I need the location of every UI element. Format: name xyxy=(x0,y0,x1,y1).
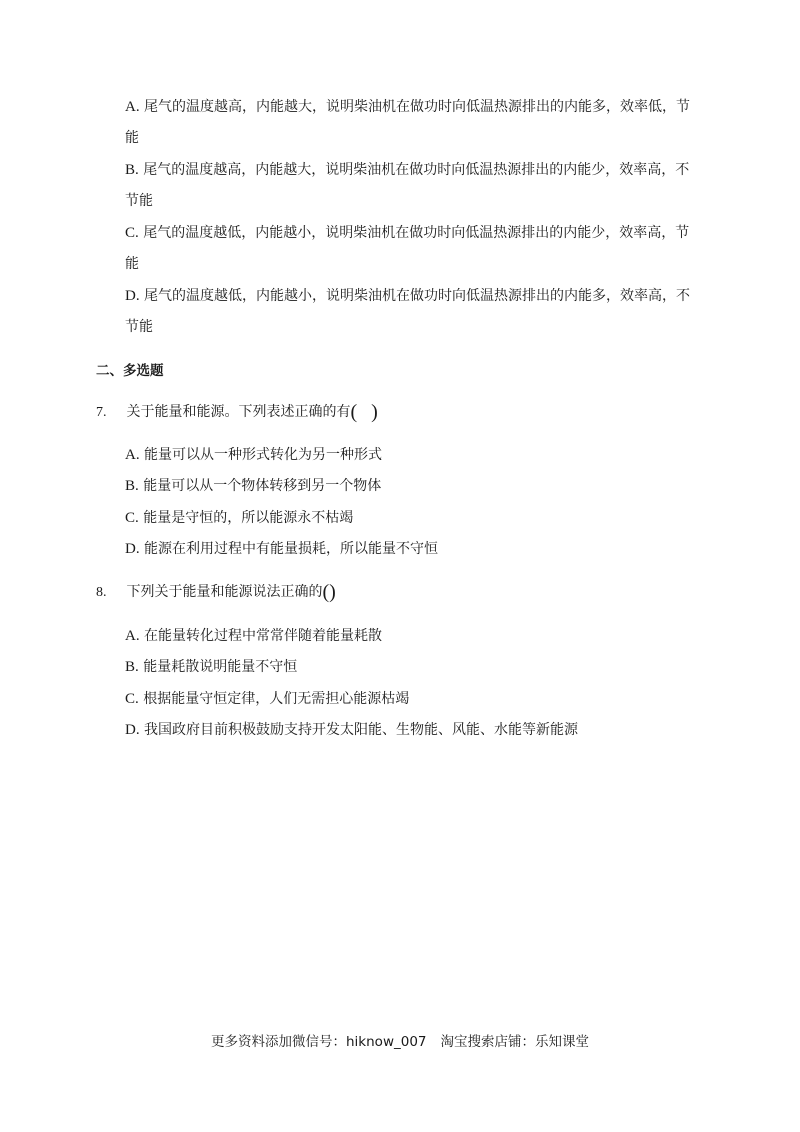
q8-option-c xyxy=(125,689,409,709)
option-label: B. xyxy=(125,162,139,178)
option-text: 根据能量守恒定律，人们无需担心能源枯竭 xyxy=(143,691,410,707)
prev-option-d-line2 xyxy=(125,317,153,337)
option-text-cont: 能 xyxy=(125,256,139,272)
option-label: D. xyxy=(125,288,140,304)
option-label: B. xyxy=(125,659,139,675)
prev-option-b-line1 xyxy=(125,160,689,180)
question-7-stem xyxy=(96,402,378,423)
question-number: 7. xyxy=(96,405,107,420)
page-footer xyxy=(0,1032,800,1052)
section-title: 二、多选题 xyxy=(96,363,164,379)
option-text-cont: 节能 xyxy=(125,319,153,335)
question-8-stem xyxy=(96,582,336,603)
option-label: A. xyxy=(125,99,140,115)
option-text: 能量可以从一个物体转移到另一个物体 xyxy=(143,478,382,494)
option-label: B. xyxy=(125,478,139,494)
prev-option-a-line2 xyxy=(125,128,139,148)
answer-paren-close: ) xyxy=(371,401,378,423)
option-text: 能量是守恒的，所以能源永不枯竭 xyxy=(143,510,354,526)
answer-paren-open: ( xyxy=(350,401,358,423)
footer-wechat-label: 更多资料添加微信号： xyxy=(211,1034,346,1050)
option-text: 在能量转化过程中常常伴随着能量耗散 xyxy=(144,628,383,644)
q8-option-d xyxy=(125,720,578,740)
question-number: 8. xyxy=(96,585,107,600)
q8-option-b xyxy=(125,657,297,677)
prev-option-a-line1 xyxy=(125,97,690,117)
option-text: 能量耗散说明能量不守恒 xyxy=(143,659,298,675)
answer-paren-close: ) xyxy=(329,581,336,603)
q7-option-d xyxy=(125,539,438,559)
option-text: 尾气的温度越低，内能越小，说明柴油机在做功时向低温热源排出的内能少，效率高，节 xyxy=(143,225,690,241)
option-text: 尾气的温度越高，内能越大，说明柴油机在做功时向低温热源排出的内能多，效率低，节 xyxy=(144,99,691,115)
option-text: 尾气的温度越高，内能越大，说明柴油机在做功时向低温热源排出的内能少，效率高，不 xyxy=(143,162,690,178)
q8-option-a xyxy=(125,626,382,646)
option-text: 尾气的温度越低，内能越小，说明柴油机在做功时向低温热源排出的内能多，效率高，不 xyxy=(144,288,691,304)
prev-option-d-line1 xyxy=(125,286,690,306)
option-label: C. xyxy=(125,691,139,707)
answer-paren-open: ( xyxy=(322,581,330,603)
q7-option-b xyxy=(125,476,381,496)
q7-option-a xyxy=(125,445,382,465)
option-label: A. xyxy=(125,628,140,644)
option-text: 能量可以从一种形式转化为另一种形式 xyxy=(144,447,383,463)
prev-option-c-line2 xyxy=(125,254,139,274)
option-text-cont: 能 xyxy=(125,130,139,146)
option-label: A. xyxy=(125,447,140,463)
prev-option-b-line2 xyxy=(125,191,153,211)
option-label: D. xyxy=(125,722,140,738)
option-text-cont: 节能 xyxy=(125,193,153,209)
q7-option-c xyxy=(125,508,353,528)
option-text: 我国政府目前积极鼓励支持开发太阳能、生物能、风能、水能等新能源 xyxy=(144,722,579,738)
option-label: C. xyxy=(125,510,139,526)
footer-shop: 淘宝搜索店铺：乐知课堂 xyxy=(440,1034,589,1050)
question-text: 下列关于能量和能源说法正确的 xyxy=(126,584,323,600)
question-text: 关于能量和能源。下列表述正确的有 xyxy=(126,404,351,420)
option-label: D. xyxy=(125,541,140,557)
option-label: C. xyxy=(125,225,139,241)
option-text: 能源在利用过程中有能量损耗，所以能量不守恒 xyxy=(144,541,439,557)
footer-wechat-id: hiknow_007 xyxy=(346,1034,427,1050)
prev-option-c-line1 xyxy=(125,223,689,243)
